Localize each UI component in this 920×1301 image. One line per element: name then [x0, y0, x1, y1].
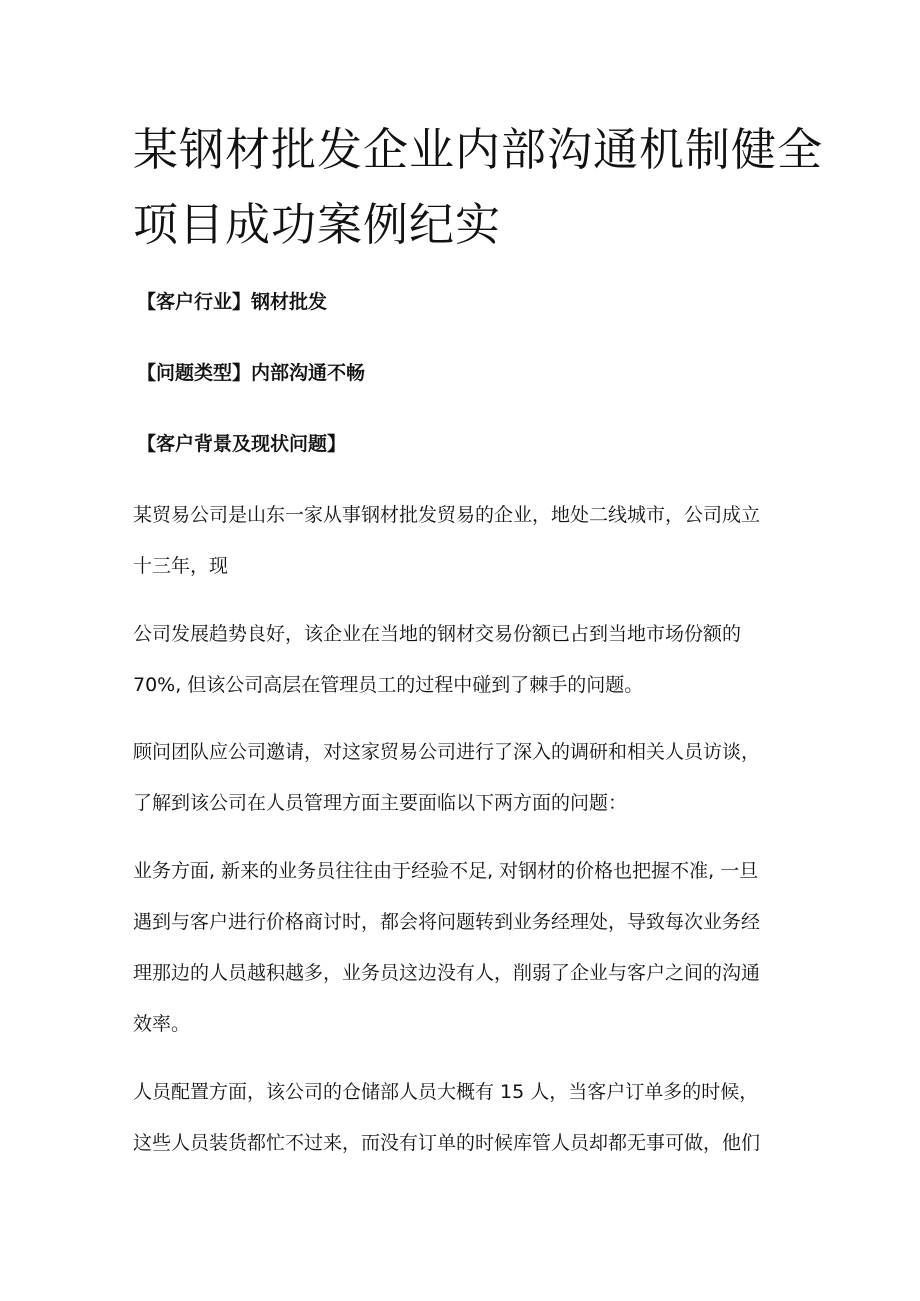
- paragraph-development: [133, 609, 813, 711]
- paragraph-line: 效率。: [133, 1013, 191, 1035]
- document-title: [133, 112, 824, 262]
- paragraph-line: 人员配置方面，该公司的仓储部人员大概有 15 人，当客户订单多的时候，: [133, 1081, 759, 1103]
- paragraph-staffing-issue: [133, 1067, 813, 1169]
- paragraph-consulting: [133, 727, 813, 829]
- paragraph-line: 理那边的人员越积越多，业务员这边没有人，削弱了企业与客户之间的沟通: [133, 962, 761, 984]
- paragraph-line: 了解到该公司在人员管理方面主要面临以下两方面的问题：: [133, 792, 628, 814]
- paragraph-business-issue: [133, 846, 813, 1050]
- paragraph-line: 70%, 但该公司高层在管理员工的过程中碰到了棘手的问题。: [133, 674, 644, 696]
- paragraph-line: 十三年，现: [133, 555, 229, 577]
- paragraph-line: 业务方面, 新来的业务员往往由于经验不足, 对钢材的价格也把握不准, 一旦: [133, 860, 759, 882]
- background-heading: 【客户背景及现状问题】: [137, 433, 347, 455]
- paragraph-line: 公司发展趋势良好，该企业在当地的钢材交易份额已占到当地市场份额的: [133, 623, 742, 645]
- paragraph-line: 顾问团队应公司邀请，对这家贸易公司进行了深入的调研和相关人员访谈，: [133, 741, 761, 763]
- problem-type-label: 【问题类型】内部沟通不畅: [137, 362, 366, 384]
- paragraph-line: 某贸易公司是山东一家从事钢材批发贸易的企业，地处二线城市，公司成立: [133, 504, 761, 526]
- paragraph-line: 遇到与客户进行价格商讨时，都会将问题转到业务经理处，导致每次业务经: [133, 911, 761, 933]
- title-line: 项目成功案例纪实: [133, 198, 502, 251]
- paragraph-company-intro: [133, 490, 813, 592]
- paragraph-line: 这些人员装货都忙不过来，而没有订单的时候库管人员却都无事可做，他们: [133, 1132, 761, 1154]
- title-line: 某钢材批发企业内部沟通机制健全: [133, 123, 824, 176]
- industry-label: 【客户行业】钢材批发: [137, 291, 328, 313]
